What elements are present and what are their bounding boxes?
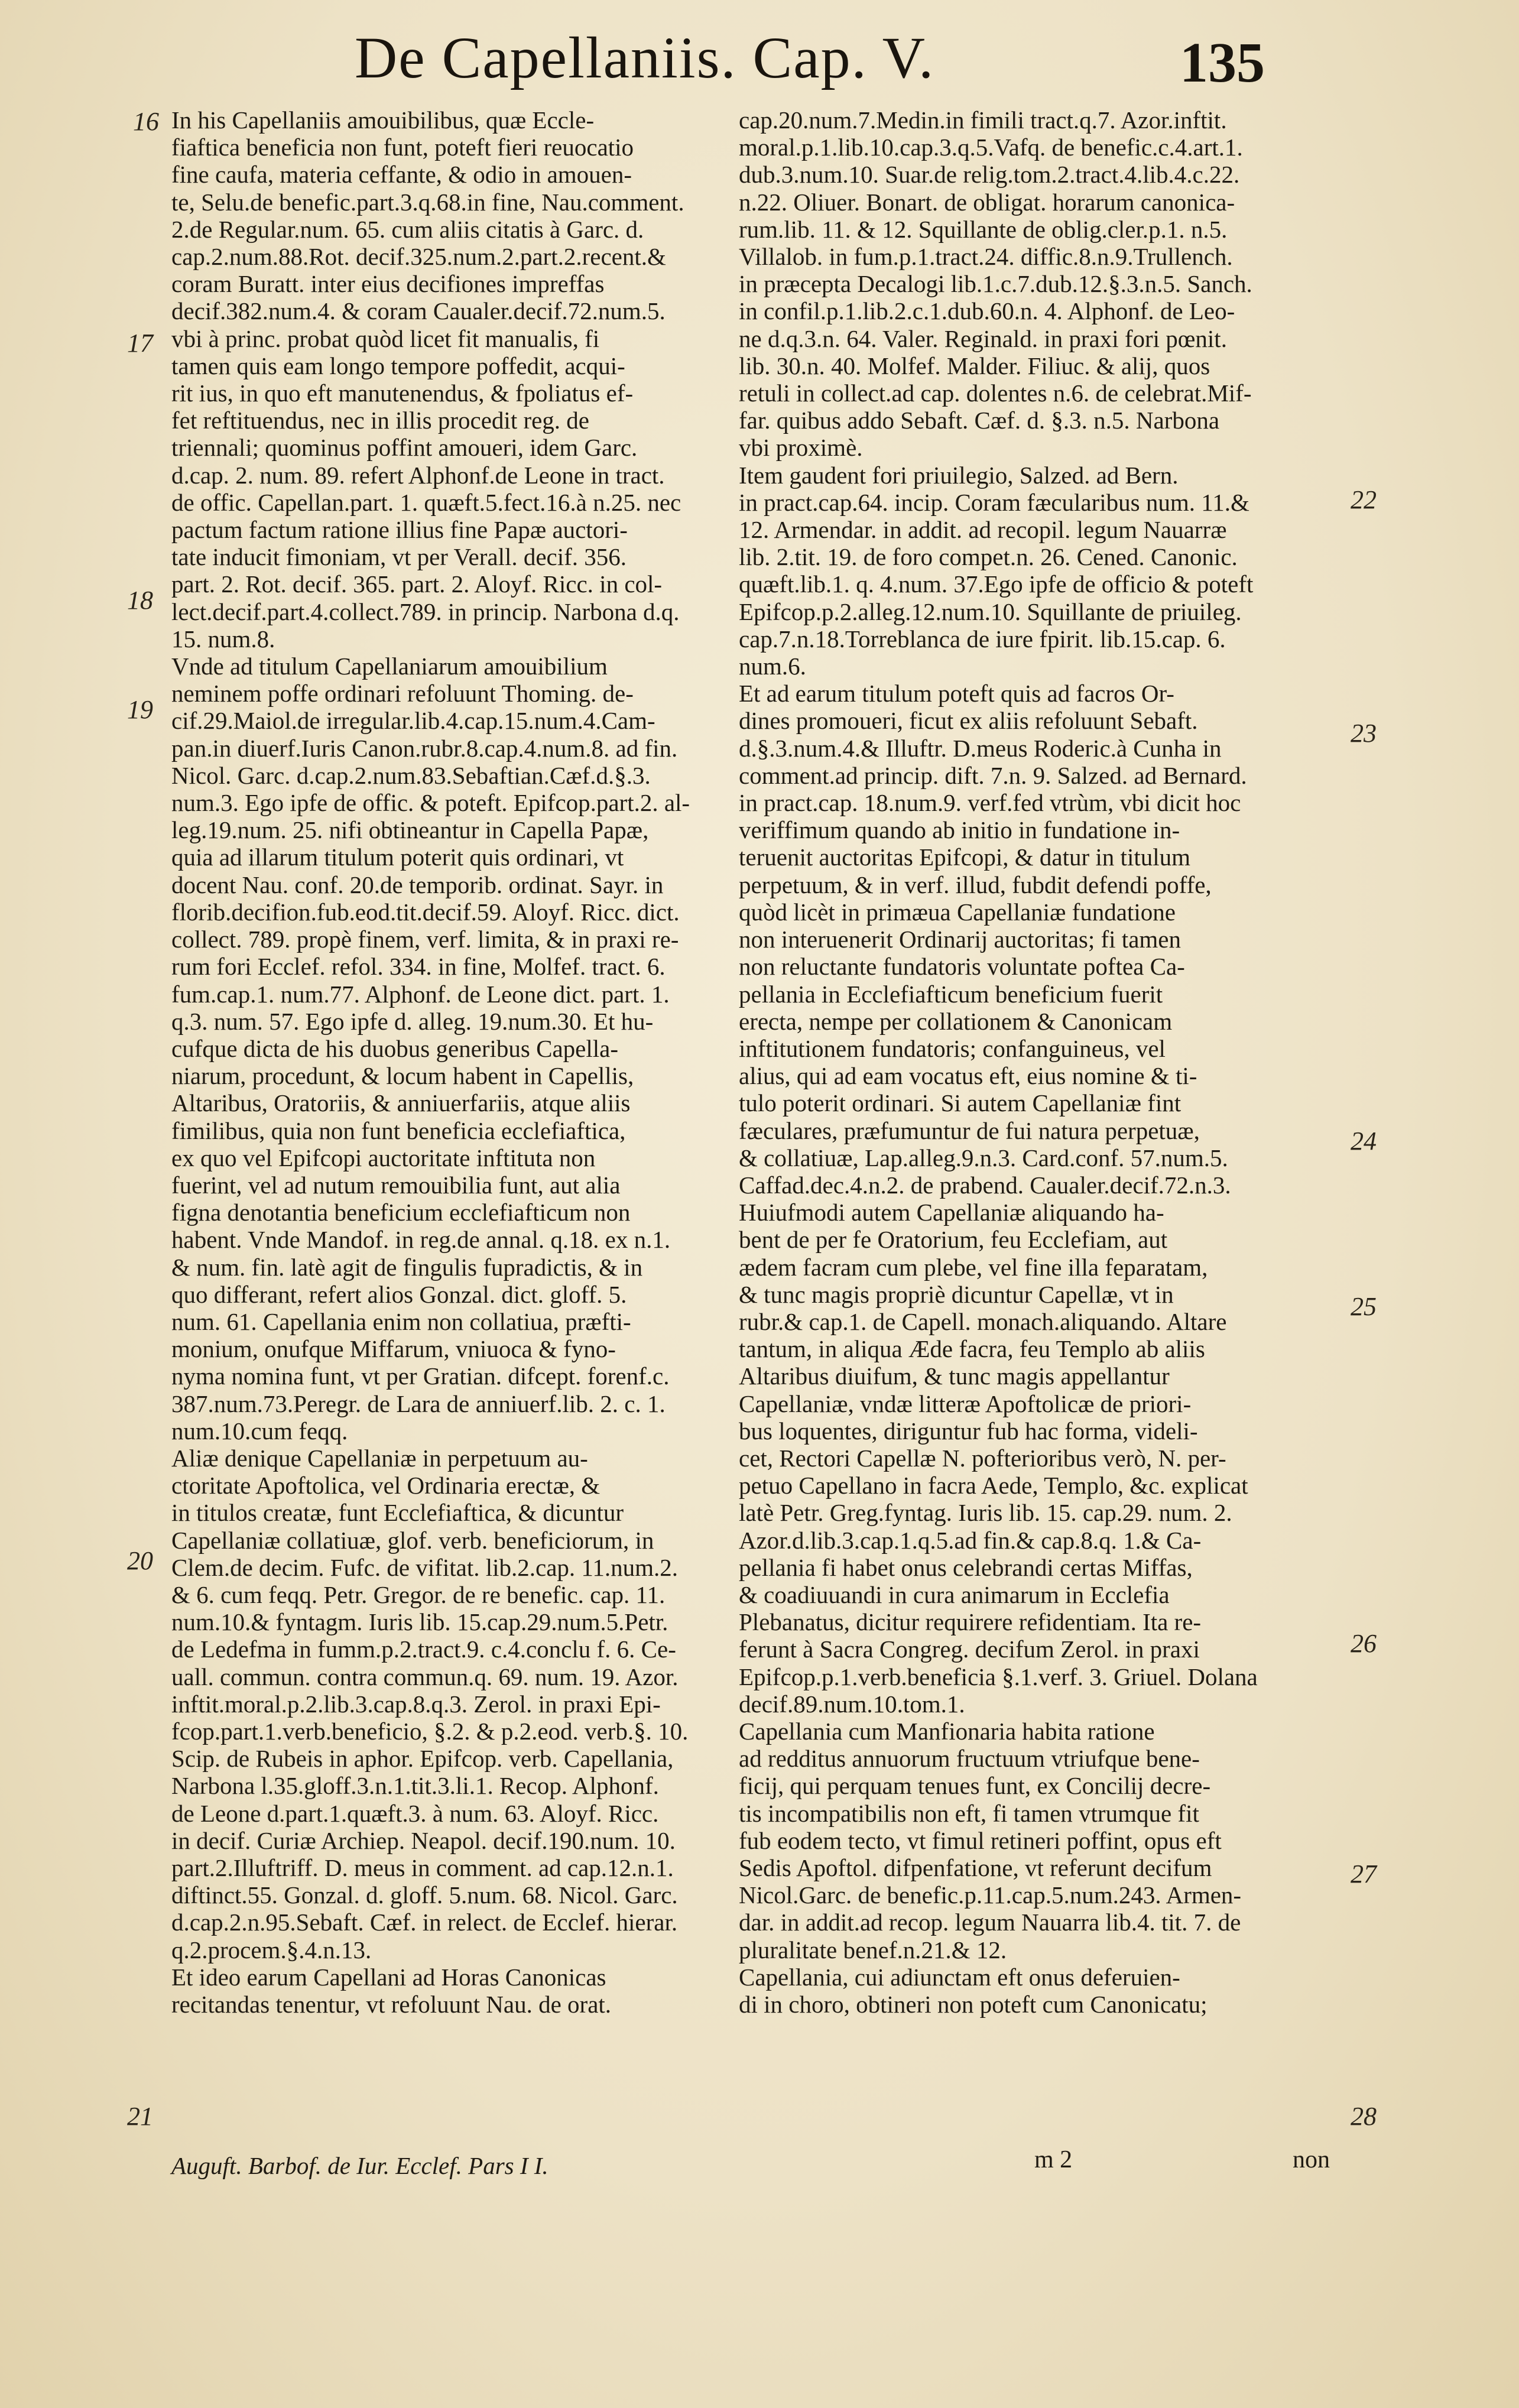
text-line: Villalob. in fum.p.1.tract.24. diffic.8.n.9.Trullench. [739,243,1233,271]
text-line: Azor.d.lib.3.cap.1.q.5.ad fin.& cap.8.q. 1.& Ca- [739,1526,1202,1554]
text-line: q.3. num. 57. Ego ipfe d. alleg. 19.num.30. Et hu- [171,1007,654,1035]
text-line: vbi à princ. probat quòd licet fit manualis, fi [171,324,600,352]
paragraph-18 [171,543,768,653]
text-line: tantum, in aliqua Æde facra, feu Templo ab aliis [739,1335,1205,1363]
text-line: Altaribus diuifum, & tunc magis appellantur [739,1362,1170,1390]
text-line: ad redditus annuorum fructuum vtriufque bene- [739,1745,1200,1773]
text-line: Capellania cum Manfionaria habita ratione [739,1717,1155,1745]
text-line: rum fori Ecclef. refol. 334. in fine, Molfef. tract. 6. [171,953,666,981]
margin-number: 16 [133,107,159,136]
text-line: n.22. Oliuer. Bonart. de obligat. horarum canonica- [739,188,1235,216]
text-line: docent Nau. conf. 20.de temporib. ordinat. Sayr. in [171,871,664,898]
text-line: ficij, qui perquam tenues funt, ex Concilij decre- [739,1772,1211,1800]
margin-number: 18 [127,586,153,615]
margin-number: 27 [1351,1859,1377,1888]
text-line: quia ad illarum titulum poterit quis ordinari, vt [171,843,624,871]
text-line: uall. commun. contra commun.q. 69. num. 19. Azor. [171,1663,679,1690]
text-line: in præcepta Decalogi lib.1.c.7.dub.12.§.3.n.5. Sanch. [739,270,1252,298]
text-line: monium, onufque Miffarum, vniuoca & fyno- [171,1335,616,1363]
margin-number: 23 [1351,719,1377,748]
text-line: Altaribus, Oratoriis, & anniuerfariis, atque aliis [171,1089,631,1117]
paragraph-23 [739,680,1336,1199]
text-line: fæculares, præfumuntur de fui natura perpetuæ, [739,1117,1200,1144]
text-line: in confil.p.1.lib.2.c.1.dub.60.n. 4. Alphonf. de Leo- [739,297,1235,325]
text-line: & num. fin. latè agit de fingulis fupradictis, & in [171,1253,643,1281]
text-line: de Leone d.part.1.quæft.3. à num. 63. Aloyf. Ricc. [171,1799,659,1827]
text-line: Et ideo earum Capellani ad Horas Canonicas [171,1963,606,1991]
paragraph-20 [171,1445,768,1964]
running-head: De Capellaniis. Cap. V. [355,25,935,90]
text-line: cet, Rectori Capellæ N. pofterioribus verò, N. per- [739,1444,1226,1472]
text-line: decif.89.num.10.tom.1. [739,1690,965,1718]
text-line: nyma nomina funt, vt per Gratian. difcept. forenf.c. [171,1362,670,1390]
text-line: pluralitate benef.n.21.& 12. [739,1936,1007,1964]
text-line: rubr.& cap.1. de Capell. monach.aliquando. Altare [739,1307,1227,1335]
text-line: quæft.lib.1. q. 4.num. 37.Ego ipfe de officio & poteft [739,570,1254,598]
page-number: 135 [1180,31,1265,94]
text-line: Plebanatus, dicitur requirere refidentiam. Ita re- [739,1608,1202,1636]
text-line: non reluctante fundatoris voluntate poftea Ca- [739,953,1185,981]
text-line: dines promoueri, ficut ex aliis refoluunt Sebaft. [739,707,1198,735]
text-line: collect. 789. propè finem, verf. limita, & in praxi re- [171,926,679,953]
text-line: ferunt à Sacra Congreg. decifum Zerol. in praxi [739,1635,1200,1663]
text-line: pan.in diuerf.Iuris Canon.rubr.8.cap.4.num.8. ad fin. [171,734,678,762]
paragraph-22 [739,462,1336,680]
margin-number: 21 [127,2102,153,2131]
text-line: num.6. [739,653,806,680]
text-line: num.10.cum feqq. [171,1417,348,1445]
text-line: ne d.q.3.n. 64. Valer. Reginald. in praxi fori pœnit. [739,324,1227,352]
margin-number: 17 [127,329,153,358]
text-line: q.2.procem.§.4.n.13. [171,1936,372,1964]
text-line: ex quo vel Epifcopi auctoritate inftituta non [171,1144,596,1171]
text-line: part.2.Illuftriff. D. meus in comment. ad cap.12.n.1. [171,1854,674,1881]
page-footer [739,2146,1336,2181]
text-line: far. quibus addo Sebaft. Cæf. d. §.3. n.5. Narbona [739,407,1220,434]
text-line: In his Capellaniis amouibilibus, quæ Eccle- [171,106,595,134]
text-line: 2.de Regular.num. 65. cum aliis citatis à Garc. d. [171,215,644,243]
text-line: in pract.cap. 18.num.9. verf.fed vtrùm, vbi dicit hoc [739,789,1241,817]
text-line: cufque dicta de his duobus generibus Capella- [171,1034,618,1062]
text-line: num.3. Ego ipfe de offic. & poteft. Epifcop.part.2. al- [171,789,690,817]
margin-number: 26 [1351,1629,1377,1658]
text-line: bus loquentes, diriguntur fub hac forma, videli- [739,1417,1198,1445]
text-line: triennali; quominus poffint amoueri, idem Garc. [171,434,638,462]
text-line: Scip. de Rubeis in aphor. Epifcop. verb. Capellania, [171,1745,674,1773]
text-line: rum.lib. 11. & 12. Squillante de oblig.cler.p.1. n.5. [739,215,1228,243]
text-line: rit ius, in quo eft manutenendus, & fpoliatus ef- [171,379,634,407]
right-column [739,106,1336,2104]
text-line: niarum, procedunt, & locum habent in Capellis, [171,1062,634,1090]
left-column [171,106,768,2146]
text-line: comment.ad princip. dift. 7.n. 9. Salzed. ad Bernard. [739,761,1247,789]
text-line: num. 61. Capellania enim non collatiua, præfti- [171,1307,631,1335]
text-line: Capellaniæ, vndæ litteræ Apoftolicæ de priori- [739,1390,1192,1417]
text-line: lect.decif.part.4.collect.789. in princip. Narbona d.q. [171,598,680,625]
text-line: & tunc magis propriè dicuntur Capellæ, vt in [739,1280,1174,1308]
margin-number: 24 [1351,1127,1377,1156]
text-line: d.cap.2.n.95.Sebaft. Cæf. in relect. de Ecclef. hierar. [171,1909,678,1936]
text-line: neminem poffe ordinari refoluunt Thoming. de- [171,680,634,708]
text-line: Aliæ denique Capellaniæ in perpetuum au- [171,1444,588,1472]
text-line: cap.7.n.18.Torreblanca de iure fpirit. lib.15.cap. 6. [739,625,1226,653]
text-line: te, Selu.de benefic.part.3.q.68.in fine, Nau.comment. [171,188,684,216]
text-line: perpetuum, & in verf. illud, fubdit defendi poffe, [739,871,1212,898]
text-line: bent de per fe Oratorium, feu Ecclefiam, aut [739,1226,1168,1254]
text-line: Nicol. Garc. d.cap.2.num.83.Sebaftian.Cæf.d.§.3. [171,761,651,789]
text-line: part. 2. Rot. decif. 365. part. 2. Aloyf. Ricc. in col- [171,570,663,598]
text-line: Item gaudent fori priuilegio, Salzed. ad Bern. [739,461,1179,489]
signature-mark: m 2 [1034,2146,1073,2173]
text-line: Clem.de decim. Fufc. de vifitat. lib.2.cap. 11.num.2. [171,1553,679,1581]
paragraph-21 [171,1964,768,2018]
text-line: Narbona l.35.gloff.3.n.1.tit.3.li.1. Recop. Alphonf. [171,1772,659,1800]
paragraph-19 [171,653,768,1445]
text-line: fub eodem tecto, vt fimul retineri poffint, opus eft [739,1826,1222,1854]
text-line: figna denotantia beneficium ecclefiafticum non [171,1199,631,1226]
paragraph-28 [739,1964,1336,2018]
text-line: num.10.& fyntagm. Iuris lib. 15.cap.29.num.5.Petr. [171,1608,668,1636]
text-line: diftinct.55. Gonzal. d. gloff. 5.num. 68. Nicol. Garc. [171,1881,678,1909]
text-line: quo differant, refert alios Gonzal. dict. gloff. 5. [171,1280,627,1308]
text-line: vbi proximè. [739,434,863,462]
margin-number: 22 [1351,485,1377,514]
text-line: Huiufmodi autem Capellaniæ aliquando ha- [739,1199,1164,1226]
text-line: alius, qui ad eam vocatus eft, eius nomine & ti- [739,1062,1197,1090]
text-line: 387.num.73.Peregr. de Lara de anniuerf.lib. 2. c. 1. [171,1390,666,1417]
margin-number: 19 [127,695,153,724]
text-line: Nicol.Garc. de benefic.p.11.cap.5.num.243. Armen- [739,1881,1242,1909]
text-line: fuerint, vel ad nutum remouibilia funt, aut alia [171,1171,621,1199]
text-line: fine caufa, materia ceffante, & odio in amouen- [171,161,632,189]
text-line: leg.19.num. 25. nifi obtineantur in Capella Papæ, [171,816,649,844]
text-line: de Ledefma in fumm.p.2.tract.9. c.4.conclu f. 6. Ce- [171,1635,676,1663]
text-line: dub.3.num.10. Suar.de relig.tom.2.tract.4.lib.4.c.22. [739,161,1240,189]
margin-number: 28 [1351,2102,1377,2131]
paragraph-27 [739,1718,1336,1964]
text-line: fimilibus, quia non funt beneficia ecclefiaftica, [171,1117,626,1144]
text-line: & 6. cum feqq. Petr. Gregor. de re benefic. cap. 11. [171,1581,666,1608]
text-line: veriffimum quando ab initio in fundatione in- [739,816,1180,844]
text-line: Vnde ad titulum Capellaniarum amouibilium [171,653,608,680]
text-line: Capellaniæ collatiuæ, glof. verb. beneficiorum, in [171,1526,654,1554]
text-line: in decif. Curiæ Archiep. Neapol. decif.190.num. 10. [171,1826,676,1854]
text-line: teruenit auctoritas Epifcopi, & datur in titulum [739,843,1191,871]
text-line: florib.decifion.fub.eod.tit.decif.59. Aloyf. Ricc. dict. [171,898,680,926]
text-line: cif.29.Maiol.de irregular.lib.4.cap.15.num.4.Cam- [171,707,655,735]
left-footer-line: Auguft. Barbof. de Iur. Ecclef. Pars I I. [171,2152,548,2179]
text-line: inftitutionem fundatoris; confanguineus, vel [739,1034,1166,1062]
text-line: cap.2.num.88.Rot. decif.325.num.2.part.2.recent.& [171,243,666,271]
text-line: Sedis Apoftol. difpenfatione, vt referunt decifum [739,1854,1212,1881]
text-line: d.§.3.num.4.& Illuftr. D.meus Roderic.à Cunha in [739,734,1222,762]
text-line: dar. in addit.ad recop. legum Nauarra lib.4. tit. 7. de [739,1909,1241,1936]
text-line: fiaftica beneficia non funt, poteft fieri reuocatio [171,134,634,161]
text-line: Et ad earum titulum poteft quis ad facros Or- [739,680,1174,708]
text-line: lib. 2.tit. 19. de foro compet.n. 26. Cened. Canonic. [739,543,1238,571]
paragraph-16 [171,106,768,325]
catchword: non [1293,2146,1330,2173]
text-line: fcop.part.1.verb.beneficio, §.2. & p.2.eod. verb.§. 10. [171,1717,689,1745]
text-line: habent. Vnde Mandof. in reg.de annal. q.18. ex n.1. [171,1226,671,1254]
text-line: lib. 30.n. 40. Molfef. Malder. Filiuc. & alij, quos [739,352,1210,379]
text-line: tis incompatibilis non eft, fi tamen vtrumque fit [739,1799,1199,1827]
text-line: fum.cap.1. num.77. Alphonf. de Leone dict. part. 1. [171,980,670,1008]
page-header [0,24,1519,106]
text-line: non interuenerit Ordinarij auctoritas; fi tamen [739,926,1181,953]
text-line: in titulos creatæ, funt Ecclefiaftica, & dicuntur [171,1499,624,1527]
paragraph-17 [171,325,768,544]
text-line: coram Buratt. inter eius decifiones impreffas [171,270,605,298]
text-line: pellania fi habet onus celebrandi certas Miffas, [739,1553,1193,1581]
text-line: Epifcop.p.1.verb.beneficia §.1.verf. 3. Griuel. Dolana [739,1663,1258,1690]
text-line: & collatiuæ, Lap.alleg.9.n.3. Card.conf. 57.num.5. [739,1144,1228,1171]
text-line: cap.20.num.7.Medin.in fimili tract.q.7. Azor.inftit. [739,106,1227,134]
paragraph-continued [739,106,1336,462]
text-line: moral.p.1.lib.10.cap.3.q.5.Vafq. de benefic.c.4.art.1. [739,134,1243,161]
text-line: quòd licèt in primæua Capellaniæ fundatione [739,898,1176,926]
text-line: di in choro, obtineri non poteft cum Canonicatu; [739,1991,1208,2018]
text-line: inftit.moral.p.2.lib.3.cap.8.q.3. Zerol. in praxi Epi- [171,1690,661,1718]
text-line: in pract.cap.64. incip. Coram fæcularibus num. 11.& [739,488,1249,516]
text-line: Capellania, cui adiunctam eft onus deferuien- [739,1963,1180,1991]
text-line: 12. Armendar. in addit. ad recopil. legum Nauarræ [739,516,1227,544]
text-line: pactum factum ratione illius fine Papæ auctori- [171,516,628,544]
text-line: tulo poterit ordinari. Si autem Capellaniæ fint [739,1089,1182,1117]
margin-number: 20 [127,1546,153,1575]
text-line: fet reftituendus, nec in illis procedit reg. de [171,407,590,434]
text-line: erecta, nempe per collationem & Canonicam [739,1007,1173,1035]
text-line: de offic. Capellan.part. 1. quæft.5.fect.16.à n.25. nec [171,488,681,516]
margin-number: 25 [1351,1292,1377,1321]
text-line: ædem facram cum plebe, vel fine illa feparatam, [739,1253,1208,1281]
text-line: Caffad.dec.4.n.2. de prabend. Caualer.decif.72.n.3. [739,1171,1231,1199]
text-line: & coadiuuandi in cura animarum in Ecclefia [739,1581,1170,1608]
text-line: Epifcop.p.2.alleg.12.num.10. Squillante de priuileg. [739,598,1242,625]
text-line: d.cap. 2. num. 89. refert Alphonf.de Leone in tract. [171,461,665,489]
text-line: retuli in collect.ad cap. dolentes n.6. de celebrat.Mif- [739,379,1252,407]
text-line: ctoritate Apoftolica, vel Ordinaria erectæ, & [171,1472,601,1500]
text-line: recitandas tenentur, vt refoluunt Nau. de orat. [171,1991,612,2018]
text-line: decif.382.num.4. & coram Caualer.decif.72.num.5. [171,297,666,325]
text-line: tate inducit fimoniam, vt per Verall. decif. 356. [171,543,627,571]
text-line: latè Petr. Greg.fyntag. Iuris lib. 15. cap.29. num. 2. [739,1499,1232,1527]
text-line: petuo Capellano in facra Aede, Templo, &c. explicat [739,1472,1248,1500]
paragraph-25 [739,1199,1336,1718]
text-line: pellania in Ecclefiafticum beneficium fuerit [739,980,1163,1008]
text-line: 15. num.8. [171,625,275,653]
text-line: tamen quis eam longo tempore poffedit, acqui- [171,352,625,379]
